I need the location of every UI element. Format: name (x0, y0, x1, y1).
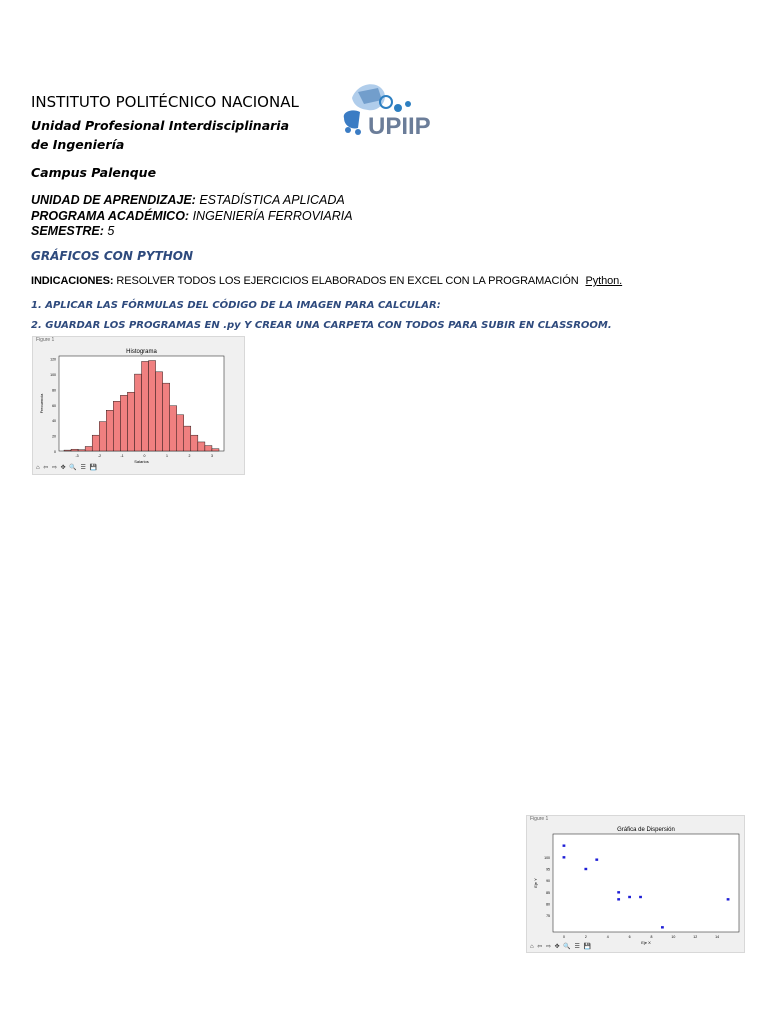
scatter-figure-window (526, 815, 745, 953)
histogram-bar (99, 422, 106, 451)
meta-value: INGENIERÍA FERROVIARIA (192, 209, 353, 223)
x-tick-label: 1 (166, 454, 168, 458)
section-title: GRÁFICOS CON PYTHON (31, 249, 194, 263)
histogram-bar (120, 395, 127, 451)
y-tick-label: 0 (54, 450, 56, 454)
histogram-bar (149, 361, 156, 451)
scatter-point (727, 898, 730, 900)
indications-label: INDICACIONES: (31, 275, 114, 287)
histogram-figure-window (32, 336, 245, 475)
x-tick-label: 8 (650, 935, 653, 939)
indications-text: RESOLVER TODOS LOS EJERCICIOS ELABORADOS EN EXCEL CON LA PROGRAMACIÓN (116, 275, 579, 287)
y-tick-label: 90 (546, 879, 550, 884)
meta-row-program (31, 209, 353, 223)
chart-title: Gráfica de Dispersión (617, 827, 675, 833)
histogram-bar (177, 415, 184, 451)
plot-area (553, 834, 739, 932)
y-tick-label: 60 (52, 403, 56, 408)
histogram-bar (92, 435, 99, 451)
histogram-bar (142, 361, 149, 451)
x-tick-label: 2 (188, 454, 191, 458)
histogram-bar (191, 435, 198, 451)
meta-value: 5 (107, 224, 115, 238)
x-tick-label: 4 (606, 935, 609, 939)
x-tick-label: 14 (715, 935, 720, 939)
x-tick-label: -2 (97, 454, 102, 458)
y-tick-label: 80 (546, 902, 550, 907)
histogram-bar (78, 450, 85, 451)
y-tick-label: 95 (546, 867, 550, 872)
campus-name: Campus Palenque (31, 165, 157, 180)
scatter-point (595, 858, 598, 860)
meta-label: UNIDAD DE APRENDIZAJE: (31, 193, 196, 207)
scatter-point (563, 856, 566, 858)
meta-row-semester (31, 224, 114, 238)
meta-value: ESTADÍSTICA APLICADA (199, 193, 345, 207)
y-tick-label: 40 (52, 419, 56, 424)
institution-name: INSTITUTO POLITÉCNICO NACIONAL (31, 93, 299, 111)
figure-toolbar[interactable]: ⌂ ⇦ ⇨ ✥ 🔍 ☰ 💾 (530, 944, 593, 950)
figure-window-label: Figure 1 (36, 337, 55, 343)
y-tick-label: 100 (544, 855, 550, 860)
histogram-bar (85, 446, 92, 451)
meta-label: SEMESTRE: (31, 224, 104, 238)
chart-title: Histograma (126, 349, 157, 355)
y-tick-label: 100 (50, 373, 56, 378)
histogram-bar (127, 392, 134, 451)
x-axis-label: Salarios (134, 459, 149, 464)
y-tick-label: 20 (52, 434, 56, 439)
x-tick-label: 0 (143, 454, 146, 458)
histogram-bar (170, 406, 177, 451)
indications (31, 275, 622, 287)
histogram-bar (198, 442, 205, 451)
scatter-point (639, 896, 642, 898)
y-axis-label: Frecuencia (39, 393, 44, 414)
y-tick-label: 120 (50, 357, 56, 362)
scatter-point (628, 896, 631, 898)
y-tick-label: 85 (546, 890, 550, 895)
x-tick-label: 6 (628, 935, 631, 939)
x-tick-label: 0 (562, 935, 565, 939)
figure-window-label: Figure 1 (530, 816, 549, 822)
scatter-chart (527, 822, 744, 946)
step-1: 1. APLICAR LAS FÓRMULAS DEL CÓDIGO DE LA IMAGEN PARA CALCULAR: (31, 300, 441, 311)
y-axis-label: Eje Y (533, 878, 538, 888)
scatter-point (563, 844, 566, 846)
meta-label: PROGRAMA ACADÉMICO: (31, 209, 190, 223)
figure-toolbar[interactable]: ⌂ ⇦ ⇨ ✥ 🔍 ☰ 💾 (36, 465, 99, 471)
upiip-logo (338, 78, 434, 144)
scatter-point (584, 868, 587, 870)
histogram-bar (71, 449, 78, 451)
histogram-bar (205, 446, 212, 451)
scatter-point (617, 891, 620, 893)
x-tick-label: -3 (75, 454, 79, 458)
step-2: 2. GUARDAR LOS PROGRAMAS EN .py Y CREAR UNA CARPETA CON TODOS PARA SUBIR EN CLASSROOM. (31, 320, 612, 331)
histogram-bar (163, 383, 170, 451)
unit-name: Unidad Profesional Interdisciplinaria de Ingeniería (31, 118, 290, 152)
x-tick-label: -1 (120, 454, 124, 458)
histogram-bar (106, 410, 113, 451)
y-tick-label: 75 (546, 914, 550, 919)
x-tick-label: 10 (671, 935, 676, 939)
x-tick-label: 3 (211, 454, 213, 458)
x-tick-label: 2 (584, 935, 587, 939)
x-tick-label: 12 (693, 935, 698, 939)
scatter-point (661, 926, 664, 928)
histogram-chart (33, 342, 244, 468)
scatter-point (617, 898, 620, 900)
logo-text: UPIIP (368, 113, 431, 140)
histogram-bar (64, 450, 71, 451)
histogram-bar (156, 372, 163, 451)
histogram-bar (134, 374, 141, 451)
python-link[interactable]: Python. (585, 275, 623, 287)
histogram-bar (212, 449, 219, 451)
histogram-bar (184, 426, 191, 451)
histogram-bar (113, 401, 120, 451)
meta-row-unit (31, 193, 345, 207)
y-tick-label: 80 (52, 388, 56, 393)
x-axis-label: Eje X (641, 940, 651, 945)
